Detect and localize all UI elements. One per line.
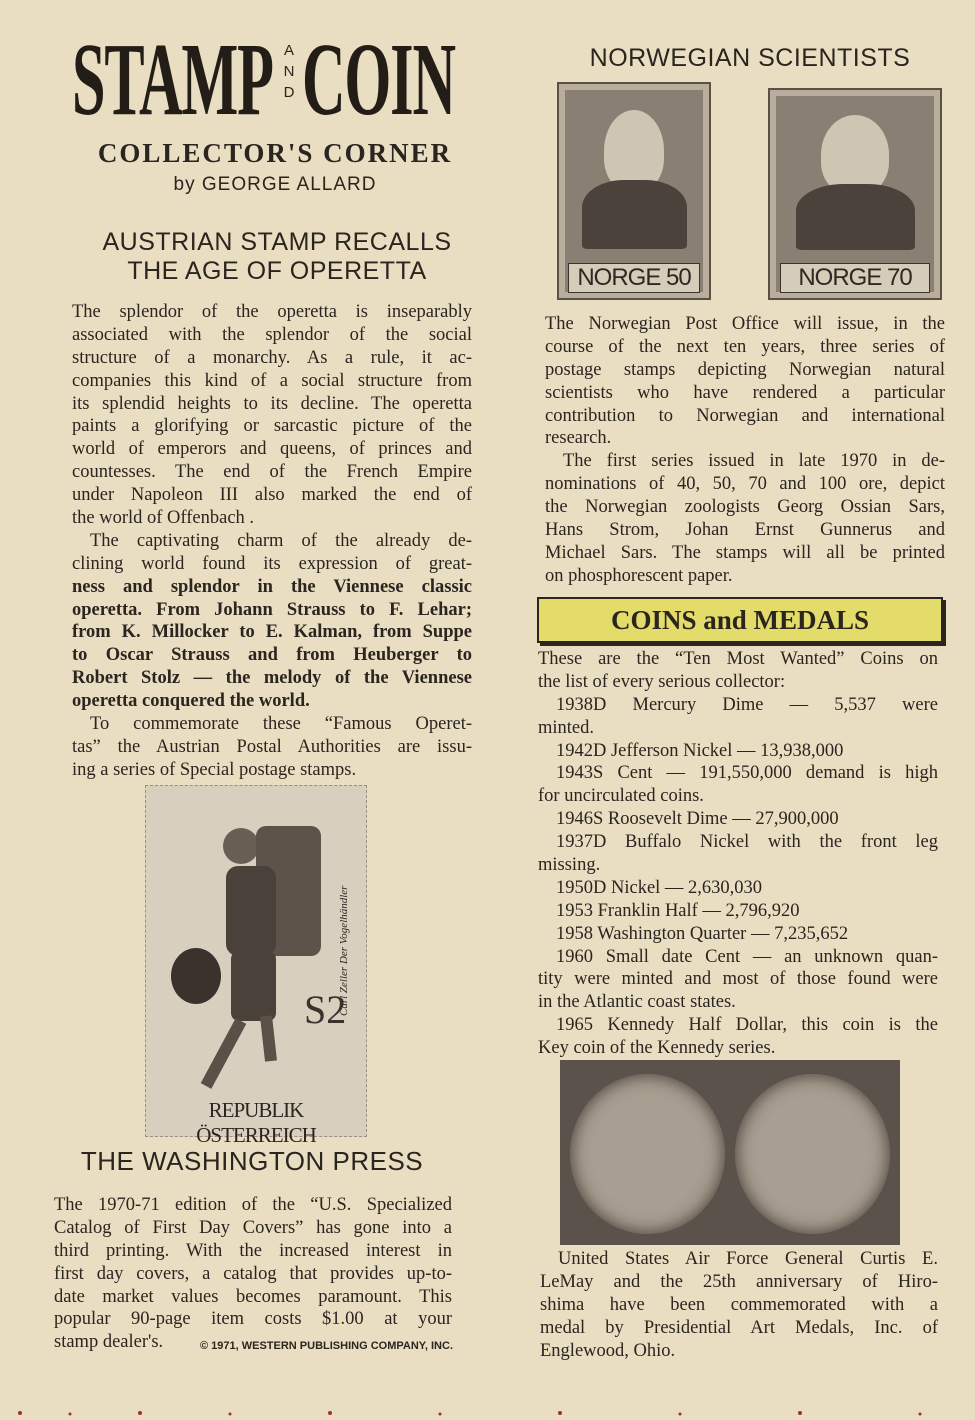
text-line: the Norwegian zoologists Georg Ossian Sars, — [545, 497, 945, 518]
masthead-logo — [72, 22, 477, 137]
paragraph — [538, 923, 938, 946]
paragraph — [538, 900, 938, 923]
text-line: The first series issued in late 1970 in de- — [563, 451, 945, 472]
text-line: in the Atlantic coast states. — [538, 992, 736, 1013]
austrian-stamp-image — [145, 785, 367, 1147]
text-line: third printing. With the increased interest in — [54, 1240, 452, 1261]
text-line: to Oscar Strauss and from Heuberger to — [72, 645, 472, 666]
text-line: operetta. From Johann Strauss to F. Lehar; — [72, 599, 472, 620]
norge-70-stamp — [768, 88, 942, 300]
text-line: 1942D Jefferson Nickel — 13,938,000 — [556, 740, 844, 761]
paragraph — [545, 450, 945, 587]
logo-and-d: D — [283, 84, 295, 101]
paragraph — [538, 740, 938, 763]
paragraph — [538, 946, 938, 1015]
portrait-robe — [582, 180, 687, 248]
austrian-article-body — [72, 301, 472, 782]
stamp-country: REPUBLIK ÖSTERREICH — [196, 1098, 316, 1147]
paragraph — [538, 648, 938, 694]
text-line: ness and splendor in the Viennese classic — [72, 576, 472, 597]
paragraph — [545, 313, 945, 450]
text-line: tas” the Austrian Postal Authorities are issu- — [72, 736, 472, 757]
washington-article-body — [54, 1194, 452, 1354]
paragraph — [538, 762, 938, 808]
logo-stamp: STAMP — [72, 22, 273, 137]
logo-and-a: A — [283, 42, 294, 59]
text-line: minted. — [538, 717, 595, 738]
austrian-headline — [72, 228, 482, 286]
text-line: operetta conquered the world. — [72, 691, 310, 712]
text-line: research. — [545, 428, 612, 449]
text-line: The splendor of the operetta is inseparably — [72, 302, 472, 322]
stamp-value: S2 — [304, 987, 347, 1032]
copyright-notice: © 1971, WESTERN PUBLISHING COMPANY, INC. — [200, 1340, 453, 1352]
coins-article-body — [538, 648, 938, 1060]
text-line: first day covers, a catalog that provides up-to- — [54, 1263, 452, 1284]
norge-50-stamp — [557, 82, 711, 300]
text-line: companies this kind of a social structure from — [72, 370, 472, 391]
text-line: postage stamps depicting Norwegian natural — [545, 359, 945, 380]
text-line: 1965 Kennedy Half Dollar, this coin is the — [556, 1015, 938, 1036]
text-line: scientists who have rendered a particular — [545, 382, 945, 403]
text-line: countesses. The end of the French Empire — [72, 462, 472, 483]
text-line: world of emperors and queens, of princes and — [72, 439, 472, 460]
stamp-label: NORGE 70 — [780, 263, 930, 293]
portrait-face — [604, 110, 664, 191]
paragraph — [540, 1248, 938, 1362]
text-line: 1943S Cent — 191,550,000 demand is high — [556, 763, 938, 784]
text-line: Englewood, Ohio. — [540, 1340, 676, 1361]
text-line: 1938D Mercury Dime — 5,537 were — [556, 694, 938, 715]
paragraph — [538, 1014, 938, 1060]
medal-caption — [540, 1248, 938, 1362]
norwegian-headline: NORWEGIAN SCIENTISTS — [589, 44, 911, 72]
text-line: structure of a monarchy. As a rule, it ac- — [72, 347, 472, 368]
text-line: Key coin of the Kennedy series. — [538, 1038, 776, 1059]
paragraph — [538, 694, 938, 740]
paragraph — [538, 831, 938, 877]
text-line: contribution to Norwegian and international — [545, 405, 945, 426]
text-line: United States Air Force General Curtis E. — [558, 1249, 938, 1269]
column-subtitle: COLLECTOR'S CORNER — [97, 138, 453, 168]
text-line: missing. — [538, 855, 601, 876]
text-line: associated with the splendor of the social — [72, 324, 472, 345]
text-line: The captivating charm of the already de- — [90, 530, 472, 551]
text-line: the world of Offenbach . — [72, 508, 255, 529]
paragraph — [72, 530, 472, 713]
headline-line: THE AGE OF OPERETTA — [127, 257, 427, 285]
text-line: clining world found its expression of great- — [72, 553, 472, 574]
paragraph — [538, 877, 938, 900]
page-edge-dots — [0, 1405, 975, 1420]
norwegian-article-body — [545, 313, 945, 588]
portrait-face — [821, 115, 889, 194]
text-line: 1958 Washington Quarter — 7,235,652 — [556, 923, 849, 944]
text-line: 1937D Buffalo Nickel with the front leg — [556, 832, 938, 853]
text-line: The 1970-71 edition of the “U.S. Specialized — [54, 1195, 452, 1215]
text-line: stamp dealer's. — [54, 1332, 164, 1353]
text-line: shima have been commemorated with a — [540, 1294, 938, 1315]
paragraph — [72, 713, 472, 782]
text-line: 1950D Nickel — 2,630,030 — [556, 877, 763, 898]
text-line: course of the next ten years, three series of — [545, 336, 945, 357]
text-line: nominations of 40, 50, 70 and 100 ore, depict — [545, 474, 945, 495]
paragraph — [54, 1194, 452, 1354]
text-line: Hans Strom, Johan Ernst Gunnerus and — [545, 520, 945, 541]
text-line: These are the “Ten Most Wanted” Coins on — [538, 649, 938, 669]
text-line: popular 90-page item costs $1.00 at your — [54, 1309, 452, 1330]
headline-line: AUSTRIAN STAMP RECALLS — [102, 228, 452, 256]
text-line: for uncirculated coins. — [538, 786, 704, 807]
text-line: Robert Stolz — the melody of the Viennese — [72, 668, 472, 689]
text-line: date market values becomes paramount. This — [54, 1286, 452, 1307]
washington-headline: THE WASHINGTON PRESS — [80, 1146, 424, 1176]
text-line: 1953 Franklin Half — 2,796,920 — [556, 900, 800, 921]
text-line: 1946S Roosevelt Dime — 27,900,000 — [556, 809, 839, 830]
paragraph — [538, 808, 938, 831]
text-line: its splendid heights to its decline. The operetta — [72, 393, 472, 414]
text-line: 1960 Small date Cent — an unknown quan- — [556, 946, 938, 967]
byline: by GEORGE ALLARD — [173, 174, 377, 195]
coins-and-medals-banner: COINS and MEDALS — [537, 597, 943, 643]
portrait-robe — [796, 184, 915, 251]
text-line: tity were minted and most of those found were — [538, 969, 938, 990]
dancing-man-illustration — [146, 786, 366, 1136]
text-line: under Napoleon III also marked the end of — [72, 485, 472, 506]
stamp-label: NORGE 50 — [568, 263, 700, 293]
paragraph — [72, 301, 472, 530]
text-line: ing a series of Special postage stamps. — [72, 759, 357, 780]
text-line: To commemorate these “Famous Operet- — [90, 714, 472, 735]
medal-image — [560, 1060, 900, 1245]
stamp-caption: Carl Zeller Der Vogelhändler — [338, 885, 350, 1016]
medal-obverse — [570, 1074, 725, 1234]
text-line: LeMay and the 25th anniversary of Hiro- — [540, 1271, 938, 1292]
text-line: The Norwegian Post Office will issue, in the — [545, 314, 945, 334]
text-line: Michael Sars. The stamps will all be printed — [545, 542, 945, 563]
logo-and — [282, 40, 296, 103]
text-line: on phosphorescent paper. — [545, 565, 733, 586]
text-line: the list of every serious collector: — [538, 671, 786, 692]
logo-and-n: N — [283, 63, 295, 80]
medal-reverse — [735, 1074, 890, 1234]
text-line: from K. Millocker to E. Kalman, from Suppe — [72, 622, 472, 643]
text-line: medal by Presidential Art Medals, Inc. of — [540, 1317, 938, 1338]
text-line: Catalog of First Day Covers” has gone into a — [54, 1217, 452, 1238]
logo-coin: COIN — [302, 22, 455, 137]
text-line: paints a glorifying or sarcastic picture of the — [72, 416, 472, 437]
